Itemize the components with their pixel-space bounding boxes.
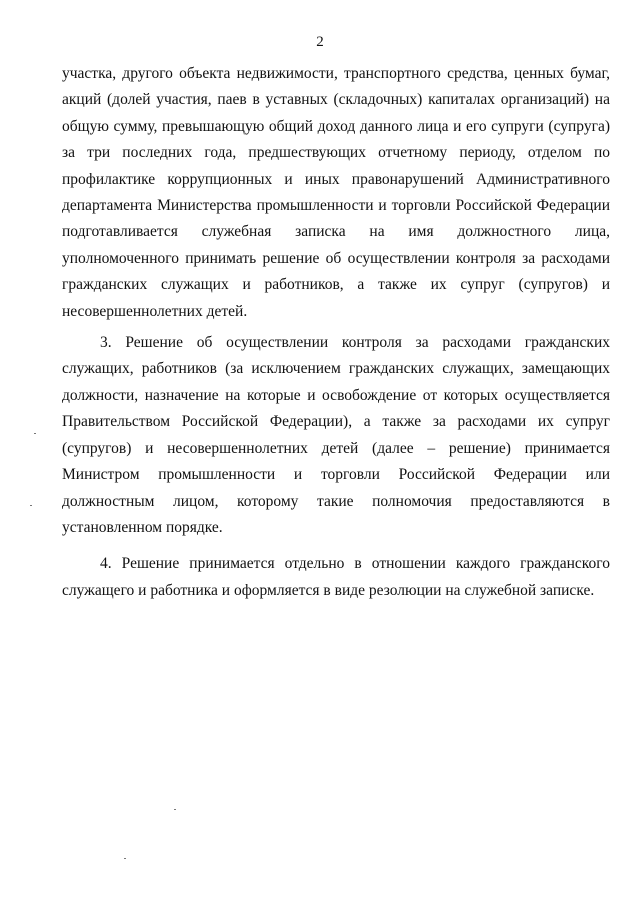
document-body (62, 61, 610, 604)
scan-speck (124, 858, 126, 859)
page-number: 2 (316, 34, 324, 50)
paragraph-continuation: участка, другого объекта недвижимости, транспортного средства, ценных бумаг, акций (долей участия, паев в уставных (складочных) капиталах организаций) на общую сумму, превышающую общий доход данного лица и его супруги (супруга) за три последних года, предшествующих отчетному периоду, отделом по профилактике коррупционных и иных правонарушений Административного департамента Министерства промышленности и торговли Российской Федерации подготавливается служебная записка на имя должностного лица, уполномоченного принимать решение об осуществлении контроля за расходами гражданских служащих и работников, а также их супруг (супругов) и несовершеннолетних детей. (62, 65, 610, 320)
scan-speck (30, 505, 32, 506)
paragraph-item-3: 3. Решение об осуществлении контроля за расходами гражданских служащих, работников (за исключением гражданских служащих, замещающих должности, назначение на которые и освобождение от которых осуществляется Правительством Российской Федерации), а также за расходами их супруг (супругов) и несовершеннолетних детей (далее – решение) принимается Министром промышленности и торговли Российской Федерации или должностным лицом, которому такие полномочия предоставляются в установленном порядке. (62, 334, 610, 536)
paragraph-item-4: 4. Решение принимается отдельно в отношении каждого гражданского служащего и работника и оформляется в виде резолюции на служебной записке. (62, 555, 610, 599)
scan-speck (174, 809, 176, 810)
scan-speck (34, 433, 36, 434)
